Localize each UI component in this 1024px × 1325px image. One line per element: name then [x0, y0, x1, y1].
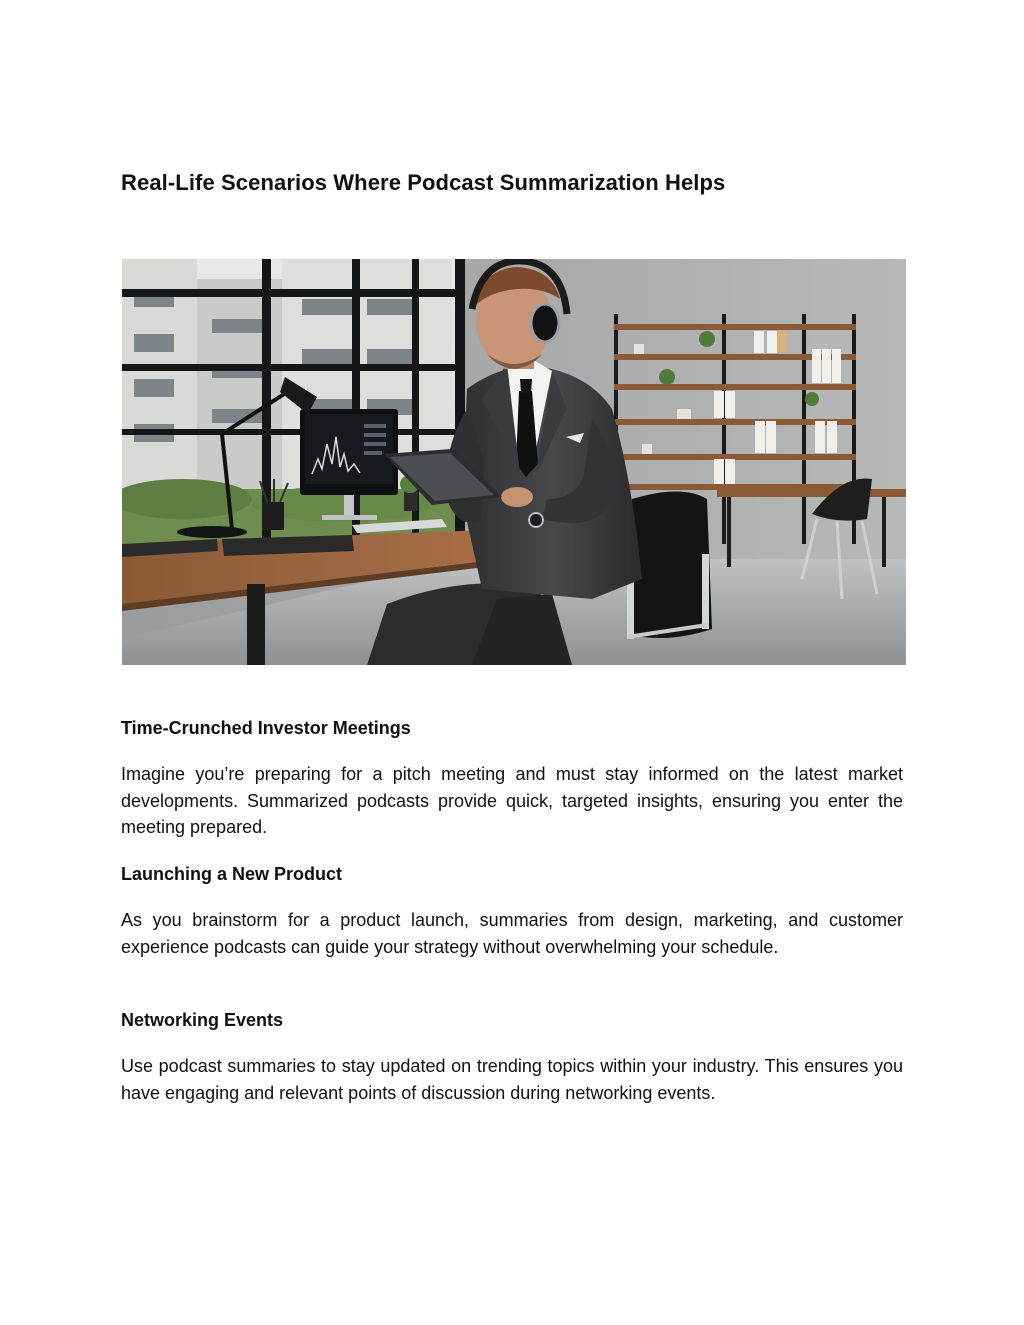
- section-body-product: [121, 907, 903, 960]
- section-body-investor: [121, 761, 903, 841]
- section-body-networking: [121, 1053, 903, 1106]
- hero-image: [122, 259, 906, 665]
- section-heading-investor: [121, 717, 903, 739]
- section-paragraph: As you brainstorm for a product launch, summaries from design, marketing, and customer experience podcasts can guide your strategy without overwhelming your schedule.: [121, 910, 903, 957]
- section-heading-networking: [121, 1009, 903, 1031]
- section-paragraph: Imagine you’re preparing for a pitch meeting and must stay informed on the latest market developments. Summarized podcasts provide quick, targeted insights, ensuring you enter the meeting prepared.: [121, 764, 903, 837]
- section-heading: Networking Events: [121, 1010, 284, 1030]
- section-heading: Time-Crunched Investor Meetings: [121, 718, 411, 738]
- page-title: Real-Life Scenarios Where Podcast Summarization Helps: [121, 170, 726, 195]
- section-heading: Launching a New Product: [121, 864, 343, 884]
- office-photo-illustration: [122, 259, 906, 665]
- section-heading-product: [121, 863, 903, 885]
- section-paragraph: Use podcast summaries to stay updated on trending topics within your industry. This ensures you have engaging and relevant points of discussion during networking events.: [121, 1056, 903, 1103]
